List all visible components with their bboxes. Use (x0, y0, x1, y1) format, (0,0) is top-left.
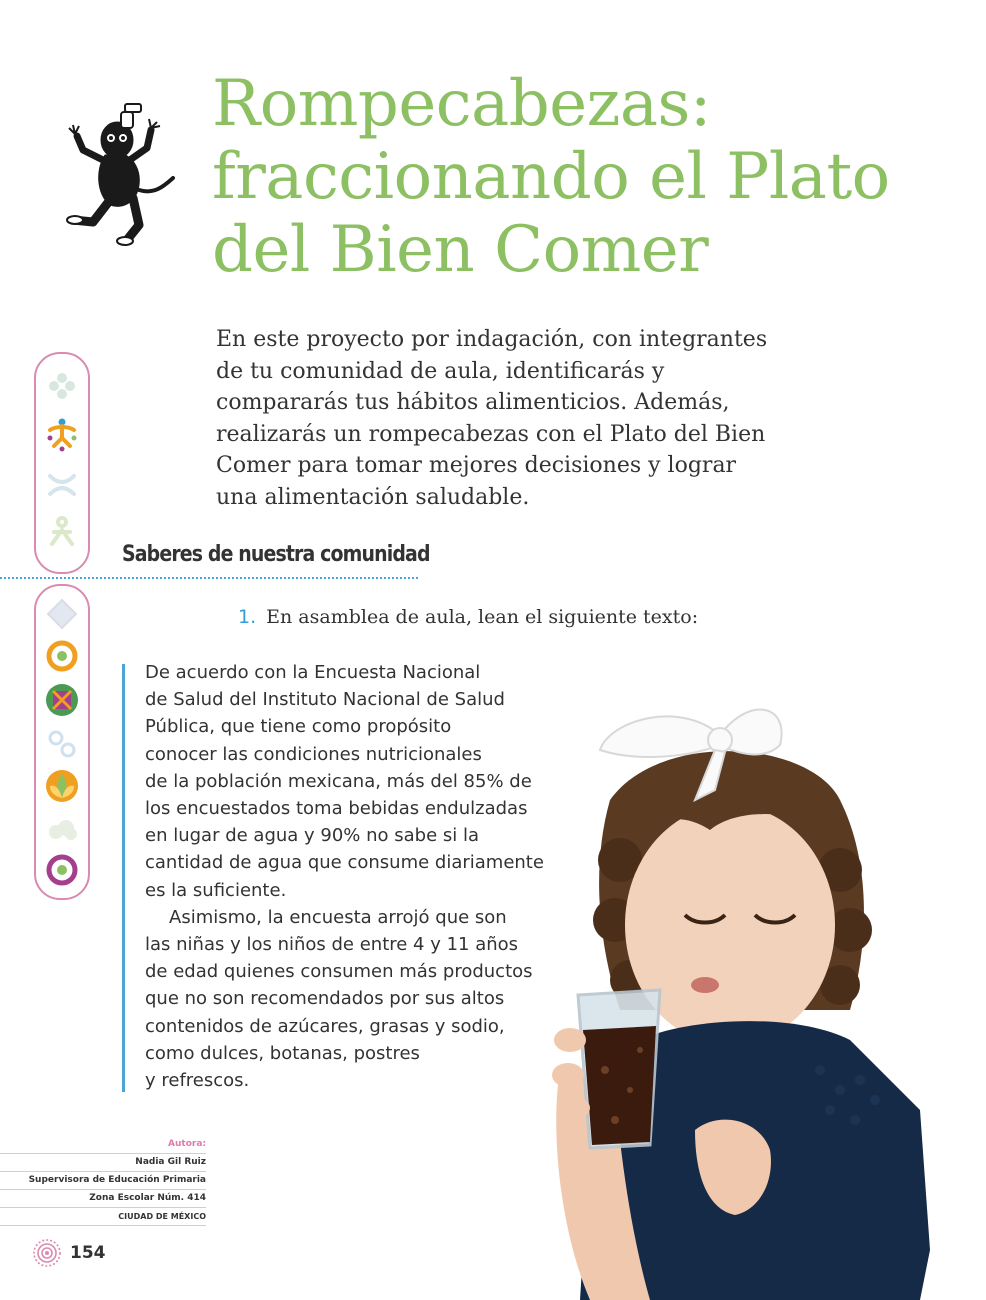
quote-line: de Salud del Instituto Nacional de Salud (145, 689, 505, 711)
monkey-mascot-icon (55, 100, 185, 250)
credit-city: CIUDAD DE MÉXICO (0, 1208, 206, 1226)
quote-line: y refrescos. (145, 1070, 250, 1092)
instruction-item (238, 606, 698, 628)
section-heading: Saberes de nuestra comunidad (122, 542, 430, 567)
faded-flower-icon (44, 368, 80, 404)
faded-leaf-figure-icon (44, 514, 80, 550)
credit-name: Nadia Gil Ruiz (0, 1154, 206, 1172)
credit-role: Supervisora de Educación Primaria (0, 1172, 206, 1190)
quote-line: conocer las condiciones nutricionales (145, 743, 482, 765)
instruction-text: En asamblea de aula, lean el siguiente texto: (266, 606, 699, 628)
intro-line: de tu comunidad de aula, identificarás y (216, 358, 665, 384)
quote-line: es la suficiente. (145, 879, 287, 901)
faded-cloud-icon (44, 812, 80, 848)
quote-line: que no son recomendados por sus altos (145, 988, 505, 1010)
intro-line: En este proyecto por indagación, con integrantes (216, 327, 768, 352)
quote-line: Asimismo, la encuesta arrojó que son (169, 906, 507, 928)
quote-line: cantidad de agua que consume diariamente (145, 852, 544, 874)
faded-diamond-icon (44, 596, 80, 632)
title-line-3: del Bien Comer (212, 213, 709, 287)
intro-line: realizarás un rompecabezas con el Plato del Bien (216, 421, 766, 447)
intro-line: compararás tus hábitos alimenticios. Además, (216, 390, 730, 415)
author-credits (0, 1136, 206, 1226)
quote-line: de edad quienes consumen más productos (145, 961, 533, 983)
section-divider (0, 577, 418, 579)
quote-line: contenidos de azúcares, grasas y sodio, (145, 1015, 505, 1037)
quote-line: de la población mexicana, más del 85% de (145, 770, 532, 792)
orange-lotus-icon (44, 768, 80, 804)
quote-line: las niñas y los niños de entre 4 y 11 años (145, 934, 519, 956)
title-line-2: fraccionando el Plato (212, 140, 890, 214)
quote-line: Pública, que tiene como propósito (145, 716, 452, 738)
page-number: 154 (70, 1243, 106, 1263)
quote-line: en lugar de agua y 90% no sabe si la (145, 825, 480, 847)
faded-figure-icon (44, 466, 80, 502)
credit-label: Autora: (0, 1136, 206, 1154)
instruction-number: 1. (238, 606, 257, 628)
icon-rail-top (34, 352, 90, 574)
title-line-1: Rompecabezas: (212, 67, 711, 141)
icon-rail-bottom (34, 584, 90, 900)
dancing-figure-icon (44, 416, 80, 452)
intro-line: una alimentación saludable. (216, 484, 530, 510)
orange-ring-icon (44, 638, 80, 674)
purple-ring-icon (44, 852, 80, 888)
quote-line: como dulces, botanas, postres (145, 1042, 420, 1064)
quote-line: De acuerdo con la Encuesta Nacional (145, 662, 481, 683)
sun-emblem-icon (32, 1238, 62, 1268)
quote-line: los encuestados toma bebidas endulzadas (145, 798, 528, 820)
quote-bar (122, 664, 125, 1092)
page-title (212, 68, 952, 287)
girl-drinking-soda-photo (520, 690, 950, 1300)
faded-chain-icon (44, 726, 80, 762)
credit-zone: Zona Escolar Núm. 414 (0, 1190, 206, 1208)
intro-line: Comer para tomar mejores decisiones y lograr (216, 453, 737, 478)
green-square-cross-icon (44, 682, 80, 718)
intro-paragraph (216, 324, 826, 513)
